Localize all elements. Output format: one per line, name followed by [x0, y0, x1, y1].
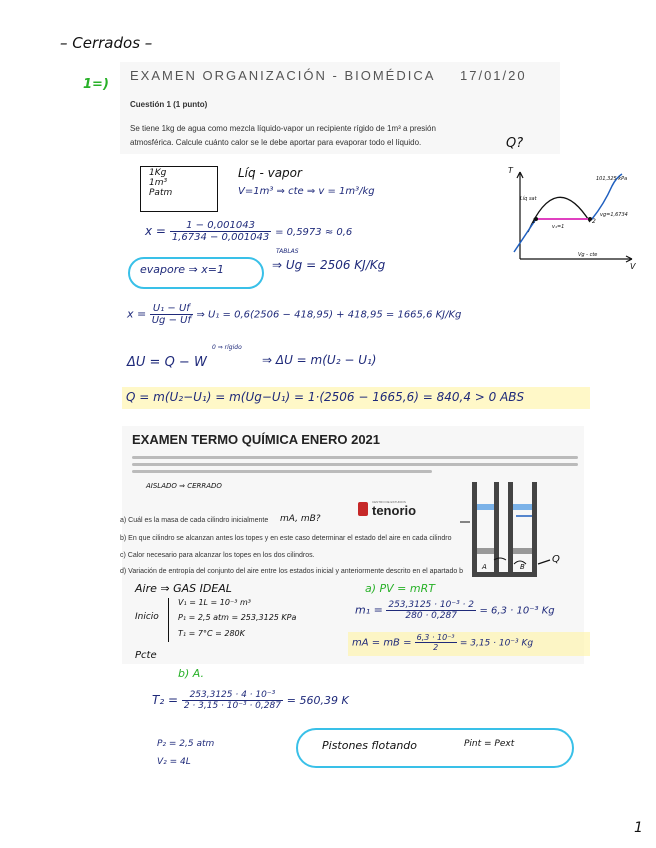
volume-equation: V=1m³ ⇒ cte ⇒ v = 1m³/kg [238, 186, 375, 197]
p2-value: P₂ = 2,5 atm [157, 739, 215, 749]
m1-fraction [386, 600, 476, 621]
page-number: 1 [634, 820, 643, 836]
exercise-number: 1=) [83, 77, 109, 92]
quality-equation [145, 220, 352, 243]
pint-pext: Pint = Pext [464, 739, 515, 749]
diagram-vg: vg=1,6734 [600, 212, 628, 218]
inicio-label: Inicio [135, 612, 159, 622]
init-v: V₁ = 1L = 10⁻³ m³ [178, 598, 251, 607]
exam2-text-blur [132, 456, 578, 459]
x-label: x = [145, 224, 166, 238]
cylinder-a-label: A [482, 563, 487, 571]
diagram-v1: v₁=1 [552, 224, 565, 230]
x2-label: x = [127, 307, 147, 321]
diagram-point-2: 2 [592, 218, 596, 225]
logo-mark [358, 502, 368, 516]
tenorio-logo [358, 500, 422, 520]
u1-equation [127, 303, 461, 326]
t2-result: = 560,39 K [286, 694, 349, 707]
cylinder-b-label: B [520, 563, 525, 571]
diagram-t-label: T [508, 166, 513, 175]
v2-value: V₂ = 4L [157, 757, 191, 767]
m1-denominator: 280 · 0,287 [405, 611, 457, 621]
mab-numerator: 6,3 · 10⁻³ [416, 633, 455, 642]
init-p: P₁ = 2,5 atm = 253,3125 KPa [178, 613, 297, 622]
exam2-text-blur [132, 463, 578, 466]
exam2-title: EXAMEN TERMO QUÍMICA ENERO 2021 [132, 432, 381, 447]
diagram-bottom-label: Vg - cte [578, 252, 598, 258]
question-c: c) Calor necesario para alcanzar los topes en los dos cilindros. [120, 552, 315, 559]
question-d: d) Variación de entropía del conjunto del aire entre los estados inicial y anteriormente descrito en el apartado b [120, 568, 464, 575]
x-denominator: 1,6734 − 0,001043 [171, 232, 270, 243]
x2-numerator: U₁ − Uf [150, 303, 193, 315]
data-box-line: 1Kg [149, 168, 167, 178]
m1-equation [355, 600, 555, 621]
init-brace [168, 598, 173, 642]
heat-q-label: Q [552, 554, 560, 565]
question-text-line1: Se tiene 1kg de agua como mezcla líquido-vapor un recipiente rígido de 1m³ a presión [130, 124, 436, 133]
question-label: Cuestión 1 (1 punto) [130, 100, 208, 109]
question-text-line2: atmosférica. Calcule cuánto calor se le debe aportar para evaporar todo el líquido. [130, 138, 422, 147]
exam2-text-blur [132, 470, 432, 473]
data-box-line: 1m³ [149, 178, 168, 188]
pistones-text: Pistones flotando [322, 739, 418, 752]
question-a-note: mA, mB? [280, 514, 321, 524]
mab-label: mA = mB = [352, 637, 412, 649]
x2-result: ⇒ U₁ = 0,6(2506 − 418,95) + 418,95 = 1665,6 KJ/Kg [196, 309, 462, 321]
ug-value: ⇒ Ug = 2506 KJ/Kg [272, 258, 386, 272]
logo-text: tenorio [372, 503, 417, 518]
exam1-date: 17/01/20 [460, 68, 527, 83]
final-q: Q = m(U₂−U₁) = m(Ug−U₁) = 1·(2506 − 1665,6) = 840,4 > 0 ABS [126, 390, 525, 404]
mab-fraction [415, 633, 457, 652]
b-a-label: b) A. [178, 667, 204, 680]
first-law-result: ⇒ ΔU = m(U₂ − U₁) [262, 353, 377, 367]
t2-fraction [182, 690, 283, 711]
question-b: b) En que cilindro se alcanzan antes los topes y en este caso determinar el estado del aire en cada cilindro [120, 535, 452, 542]
liq-vapor-label: Líq - vapor [238, 166, 302, 180]
data-box-line: Patm [149, 188, 173, 198]
diagram-point-1: 1 [532, 218, 536, 225]
diagram-v-label: V [630, 262, 636, 271]
x-fraction [170, 220, 271, 243]
x2-denominator: Ug − Uf [151, 315, 191, 326]
pcte-label: Pcte [135, 650, 157, 661]
exam1-title: EXAMEN ORGANIZACIÓN - BIOMÉDICA [130, 68, 436, 83]
x2-fraction [150, 303, 193, 326]
logo-top: CENTRO DE ESTUDIOS [372, 500, 406, 504]
data-box [140, 166, 218, 212]
t2-numerator: 253,3125 · 4 · 10⁻³ [182, 690, 283, 701]
first-law: ΔU = Q − W [127, 355, 207, 370]
x-numerator: 1 − 0,001043 [170, 220, 271, 232]
evapore-text: evapore ⇒ x=1 [140, 263, 224, 276]
init-t: T₁ = 7°C = 280K [178, 629, 245, 638]
diagram-iso-label: 101,325 kPa [596, 176, 628, 182]
tablas-note: TABLAS [276, 248, 299, 255]
q-question-mark: Q? [506, 136, 524, 151]
aislado-note: AISLADO ⇒ CERRADO [146, 482, 222, 490]
mab-denominator: 2 [433, 643, 439, 652]
pv-mrt: a) PV = mRT [365, 582, 435, 595]
m1-result: = 6,3 · 10⁻³ Kg [479, 605, 555, 617]
t2-label: T₂ = [152, 693, 179, 707]
m1-numerator: 253,3125 · 10⁻³ · 2 [388, 600, 474, 610]
m1-label: m₁ = [355, 603, 383, 617]
x-result: = 0,5973 ≈ 0,6 [275, 227, 353, 238]
diagram-sat-left: Líq sat [520, 196, 537, 202]
question-a: a) Cuál es la masa de cada cilindro inicialmente [120, 517, 269, 524]
t2-denominator: 2 · 3,15 · 10⁻³ · 0,287 [183, 701, 281, 711]
mab-equation [352, 633, 533, 652]
page-heading: – Cerrados – [60, 34, 153, 52]
t2-equation [152, 690, 349, 711]
cylinders-diagram [458, 482, 568, 582]
first-law-note: 0 ⇒ rígido [212, 344, 242, 351]
aire-gas-ideal: Aire ⇒ GAS IDEAL [135, 582, 232, 595]
mab-result: = 3,15 · 10⁻³ Kg [459, 638, 534, 649]
